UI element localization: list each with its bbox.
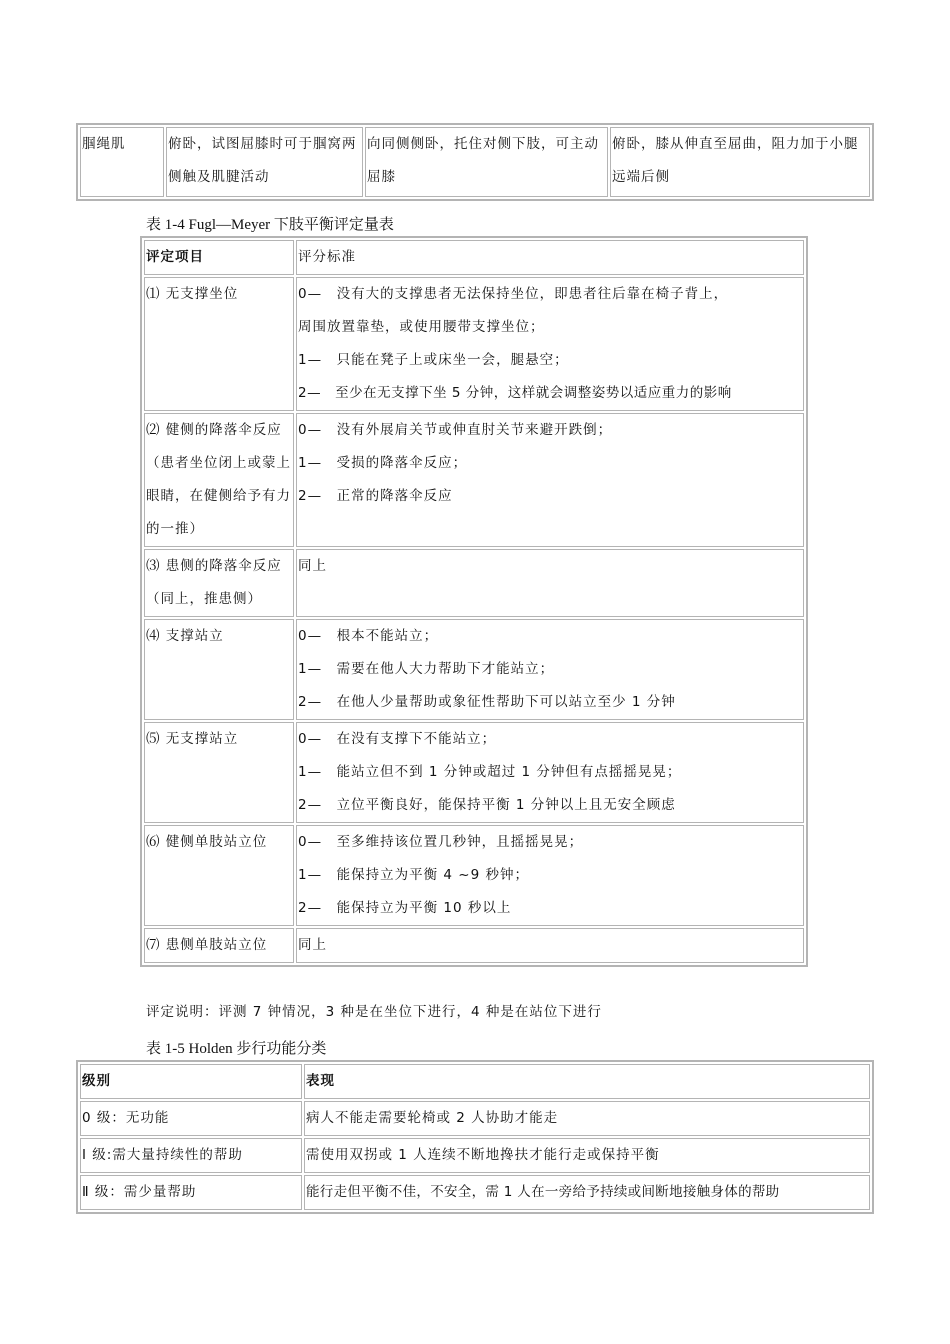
- table-row: [80, 1101, 870, 1136]
- table-row: [80, 1175, 870, 1210]
- criteria-1: [296, 277, 804, 411]
- resistance-test: 俯卧，膝从伸直至屈曲，阻力加于小腿远端后侧: [610, 127, 870, 197]
- caption-table-1-5: 表 1-5 Holden 步行功能分类: [146, 1041, 327, 1057]
- criteria-2: [296, 413, 804, 547]
- table-header-row: [144, 240, 804, 275]
- table-row: [80, 1138, 870, 1173]
- criteria-3: 同上: [296, 549, 804, 617]
- level-0: 0 级：无功能: [80, 1101, 302, 1136]
- criteria-line: 2— 至少在无支撑下坐 5 分钟，这样就会调整姿势以适应重力的影响: [298, 385, 732, 401]
- criteria-line: 1— 能站立但不到 1 分钟或超过 1 分钟但有点摇摇晃晃；: [298, 764, 682, 780]
- side-lying-test: 向同侧侧卧，托住对侧下肢，可主动屈膝: [365, 127, 608, 197]
- criteria-line: 0— 在没有支撑下不能站立；: [298, 731, 497, 747]
- header-performance: 表现: [304, 1064, 870, 1099]
- criteria-6: [296, 825, 804, 926]
- criteria-line: 周围放置靠垫，或使用腰带支撑坐位；: [298, 319, 545, 335]
- table-row: [144, 413, 804, 547]
- muscle-name: 腘绳肌: [80, 127, 164, 197]
- header-criteria: 评分标准: [296, 240, 804, 275]
- table-row: [144, 549, 804, 617]
- item-5: ⑸ 无支撑站立: [144, 722, 294, 823]
- fugl-meyer-table: [140, 236, 808, 967]
- criteria-line: 2— 在他人少量帮助或象征性帮助下可以站立至少 1 分钟: [298, 694, 676, 710]
- level-1: Ⅰ 级:需大量持续性的帮助: [80, 1138, 302, 1173]
- table-row: [144, 722, 804, 823]
- table-header-row: [80, 1064, 870, 1099]
- criteria-line: 0— 至多维持该位置几秒钟，且摇摇晃晃；: [298, 834, 584, 850]
- criteria-line: 0— 没有外展肩关节或伸直肘关节来避开跌倒；: [298, 422, 613, 438]
- table-row: [144, 619, 804, 720]
- header-level: 级别: [80, 1064, 302, 1099]
- performance-2: 能行走但平衡不佳，不安全，需 1 人在一旁给予持续或间断地接触身体的帮助: [304, 1175, 870, 1210]
- header-item: 评定项目: [144, 240, 294, 275]
- criteria-line: 2— 能保持立为平衡 10 秒以上: [298, 900, 512, 916]
- item-1: ⑴ 无支撑坐位: [144, 277, 294, 411]
- holden-table: [76, 1060, 874, 1214]
- item-3: ⑶ 患侧的降落伞反应（同上，推患侧）: [144, 549, 294, 617]
- table-row: [80, 127, 870, 197]
- muscle-test-table: [76, 123, 874, 201]
- criteria-7: 同上: [296, 928, 804, 963]
- performance-1: 需使用双拐或 1 人连续不断地搀扶才能行走或保持平衡: [304, 1138, 870, 1173]
- prone-test: 俯卧，试图屈膝时可于腘窝两侧触及肌腱活动: [166, 127, 363, 197]
- item-2: ⑵ 健侧的降落伞反应（患者坐位闭上或蒙上眼睛，在健侧给予有力的一推）: [144, 413, 294, 547]
- item-4: ⑷ 支撑站立: [144, 619, 294, 720]
- level-2: Ⅱ 级：需少量帮助: [80, 1175, 302, 1210]
- item-6: ⑹ 健侧单肢站立位: [144, 825, 294, 926]
- criteria-line: 1— 受损的降落伞反应；: [298, 455, 468, 471]
- criteria-line: 0— 没有大的支撑患者无法保持坐位，即患者往后靠在椅子背上，: [298, 286, 729, 302]
- caption-table-1-4: 表 1-4 Fugl—Meyer 下肢平衡评定量表: [146, 217, 394, 233]
- criteria-line: 2— 正常的降落伞反应: [298, 488, 453, 504]
- criteria-line: 0— 根本不能站立；: [298, 628, 439, 644]
- criteria-line: 1— 需要在他人大力帮助下才能站立；: [298, 661, 555, 677]
- criteria-5: [296, 722, 804, 823]
- table-row: [144, 825, 804, 926]
- criteria-4: [296, 619, 804, 720]
- evaluation-note: 评定说明：评测 7 钟情况，3 种是在坐位下进行，4 种是在站位下进行: [146, 1004, 602, 1020]
- criteria-line: 1— 只能在凳子上或床坐一会，腿悬空；: [298, 352, 569, 368]
- criteria-line: 2— 立位平衡良好，能保持平衡 1 分钟以上且无安全顾虑: [298, 797, 676, 813]
- table-row: [144, 928, 804, 963]
- performance-0: 病人不能走需要轮椅或 2 人协助才能走: [304, 1101, 870, 1136]
- item-7: ⑺ 患侧单肢站立位: [144, 928, 294, 963]
- table-row: [144, 277, 804, 411]
- criteria-line: 1— 能保持立为平衡 4 ~9 秒钟；: [298, 867, 529, 883]
